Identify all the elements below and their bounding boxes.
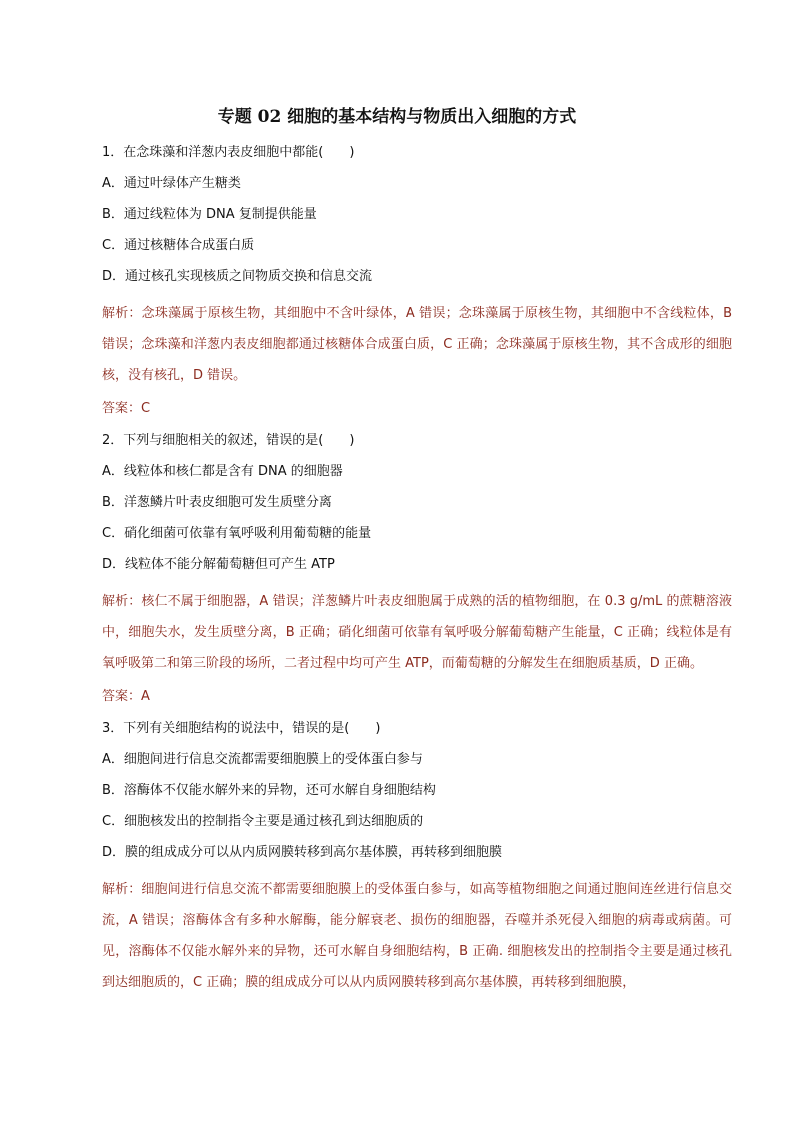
question-1 xyxy=(102,143,732,419)
answer: 答案：C xyxy=(102,401,151,416)
option-b: B．溶酶体不仅能水解外来的异物，还可水解自身细胞结构 xyxy=(102,783,436,798)
option-a: A．线粒体和核仁都是含有 DNA 的细胞器 xyxy=(102,464,343,479)
explanation: 解析：核仁不属于细胞器，A 错误；洋葱鳞片叶表皮细胞属于成熟的活的植物细胞，在 0.3 g/mL 的蔗糖溶液中，细胞失水，发生质壁分离，B 正确；硝化细菌可依靠有氧呼吸分解葡萄糖产生能量，C 正确；线粒体是有氧呼吸第二和第三阶段的场所，二者过程中均可产生 ATP，而葡萄糖的分解发生在细胞质基质，D 正确。 xyxy=(102,594,732,671)
option-d: D．通过核孔实现核质之间物质交换和信息交流 xyxy=(102,269,373,284)
explanation: 解析：念珠藻属于原核生物，其细胞中不含叶绿体，A 错误；念珠藻属于原核生物，其细胞中不含线粒体，B 错误；念珠藻和洋葱内表皮细胞都通过核糖体合成蛋白质，C 正确；念珠藻属于原核生物，其不含成形的细胞核，没有核孔，D 错误。 xyxy=(102,306,732,383)
question-stem: 2．下列与细胞相关的叙述，错误的是( ) xyxy=(102,433,355,448)
option-c: C．硝化细菌可依靠有氧呼吸利用葡萄糖的能量 xyxy=(102,526,372,541)
question-stem: 1．在念珠藻和洋葱内表皮细胞中都能( ) xyxy=(102,145,355,160)
explanation: 解析：细胞间进行信息交流不都需要细胞膜上的受体蛋白参与，如高等植物细胞之间通过胞间连丝进行信息交流，A 错误；溶酶体含有多种水解酶，能分解衰老、损伤的细胞器，吞噬并杀死侵入细胞的病毒或病菌。可见，溶酶体不仅能水解外来的异物，还可水解自身细胞结构，B 正确. 细胞核发出的控制指令主要是通过核孔到达细胞质的，C 正确；膜的组成成分可以从内质网膜转移到高尔基体膜，再转移到细胞膜， xyxy=(102,882,732,990)
question-stem: 3．下列有关细胞结构的说法中，错误的是( ) xyxy=(102,721,381,736)
answer: 答案：A xyxy=(102,689,150,704)
option-d: D．膜的组成成分可以从内质网膜转移到高尔基体膜，再转移到细胞膜 xyxy=(102,845,503,860)
question-2 xyxy=(102,431,732,707)
question-3 xyxy=(102,719,732,998)
question-list xyxy=(102,143,732,998)
option-c: C．细胞核发出的控制指令主要是通过核孔到达细胞质的 xyxy=(102,814,424,829)
option-d: D．线粒体不能分解葡萄糖但可产生 ATP xyxy=(102,557,335,572)
option-b: B．通过线粒体为 DNA 复制提供能量 xyxy=(102,207,317,222)
option-b: B．洋葱鳞片叶表皮细胞可发生质壁分离 xyxy=(102,495,332,510)
option-a: A．通过叶绿体产生糖类 xyxy=(102,176,241,191)
page-title: 专题 02 细胞的基本结构与物质出入细胞的方式 xyxy=(217,107,577,127)
option-c: C．通过核糖体合成蛋白质 xyxy=(102,238,255,253)
option-a: A．细胞间进行信息交流都需要细胞膜上的受体蛋白参与 xyxy=(102,752,423,767)
